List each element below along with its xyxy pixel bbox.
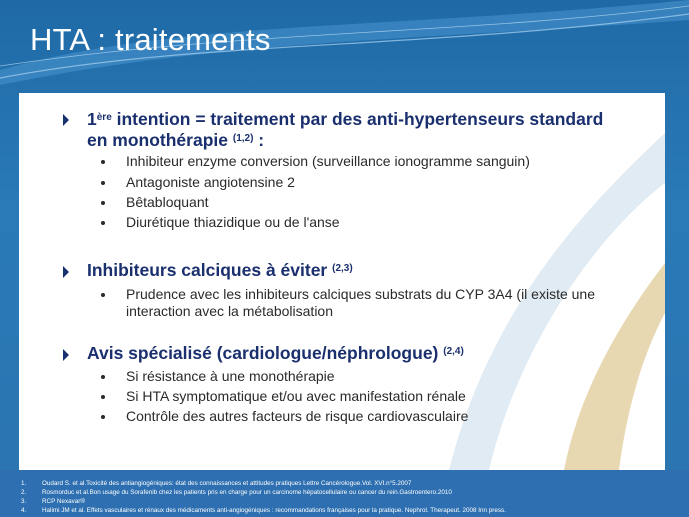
list-item: Contrôle des autres facteurs de risque cardiovasculaire <box>126 408 469 424</box>
section-heading-first-line: 1ère intention = traitement par des anti-hypertenseurs standard <box>87 109 604 129</box>
list-item: Diurétique thiazidique ou de l'anse <box>126 214 340 230</box>
bullet-dot-icon <box>101 395 105 399</box>
reference-number: 3. <box>21 498 27 505</box>
bullet-dot-icon <box>101 160 105 164</box>
reference-number: 2. <box>21 489 27 496</box>
section-heading-first-line2: en monothérapie $^{(1,2)}$ : <box>87 130 265 150</box>
reference-number: 1. <box>21 480 27 487</box>
bullet-arrow-icon <box>63 349 69 361</box>
list-item-continuation: interaction avec la métabolisation <box>126 303 334 319</box>
list-item: Prudence avec les inhibiteurs calciques substrats du CYP 3A4 (il existe une <box>126 286 595 302</box>
content-panel <box>19 93 665 470</box>
list-item: Si résistance à une monothérapie <box>126 368 335 384</box>
list-item: Si HTA symptomatique et/ou avec manifestation rénale <box>126 388 466 404</box>
bullet-dot-icon <box>101 181 105 185</box>
section-heading-calcium: Inhibiteurs calciques à éviter $^{(2,3)}$ <box>87 260 353 280</box>
list-item: Antagoniste angiotensine 2 <box>126 174 295 190</box>
slide-content <box>19 93 665 470</box>
bullet-dot-icon <box>101 293 105 297</box>
reference-text: Oudard S. et al.Toxicité des antiangiogéniques: état des connaissances et attitudes pratiques Lettre Cancérologue.Vol. XVI.n°5.2007 <box>42 480 412 487</box>
bullet-dot-icon <box>101 375 105 379</box>
bullet-arrow-icon <box>63 266 69 278</box>
slide-title: HTA : traitements <box>30 22 271 57</box>
reference-number: 4. <box>21 507 27 514</box>
bullet-dot-icon <box>101 201 105 205</box>
reference-text: Rosmorduc et al.Bon usage du Sorafenib chez les patients pris en charge pour un carcinome hépatocellulaire ou cancer du rein.Gastroentero.2010 <box>42 489 452 496</box>
list-item: Bêtabloquant <box>126 194 209 210</box>
section-heading-specialist: Avis spécialisé (cardiologue/néphrologue) $^{(2,4)}$ <box>87 343 464 363</box>
reference-text: Halimi JM et al. Effets vasculaires et rénaux des médicaments anti-angiogéniques : recommandations françaises pour la pratique. Nephrol. Therapeut. 2008 Inn press. <box>42 507 506 514</box>
list-item: Inhibiteur enzyme conversion (surveillance ionogramme sanguin) <box>126 153 530 169</box>
bullet-dot-icon <box>101 221 105 225</box>
reference-text: RCP Nexavar® <box>42 498 86 505</box>
bullet-arrow-icon <box>63 114 69 126</box>
references-footer <box>0 470 689 517</box>
bullet-dot-icon <box>101 415 105 419</box>
